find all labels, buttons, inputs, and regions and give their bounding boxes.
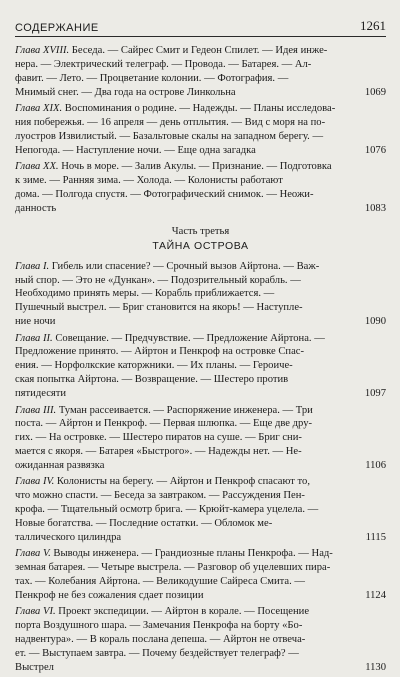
- toc-entry-line: [15, 144, 386, 158]
- toc-entry-line: [15, 373, 386, 387]
- chapter-description-text: Проект экспедиции. — Айртон в корале. — Посещение: [55, 606, 310, 618]
- chapter-label: Глава XX.: [15, 161, 59, 173]
- chapter-description-text: гих. — На островке. — Шестеро пиратов на суше. — Бриг сни-: [15, 432, 302, 444]
- toc-entry-line: [15, 561, 386, 575]
- chapter-description-text: дома. — Полгода спустя. — Фотографический снимок. — Неожи-: [15, 188, 314, 200]
- toc-entry-line: [15, 459, 386, 473]
- toc-section-after: [15, 260, 386, 675]
- chapter-page-number: 1115: [365, 532, 386, 544]
- part-title: ТАЙНА ОСТРОВА: [152, 239, 249, 252]
- toc-entry: [15, 332, 386, 402]
- toc-entry-line: [15, 531, 386, 545]
- toc-entry-line: [15, 188, 386, 202]
- toc-entry: [15, 44, 386, 100]
- toc-entry: [15, 605, 386, 675]
- toc-entry-line: [15, 445, 386, 459]
- chapter-description-text: порта Воздушного шара. — Замечания Пенкрофа на борту «Бо-: [15, 620, 303, 632]
- chapter-description-text: Предложение принято. — Айртон и Пенкроф на островке Спас-: [15, 346, 305, 358]
- chapter-description-text: Колонисты на берегу. — Айртон и Пенкроф спасают то,: [54, 476, 310, 488]
- chapter-label: Глава III.: [15, 404, 57, 416]
- toc-entry-line: [15, 431, 386, 445]
- chapter-description-text: к зиме. — Ранняя зима. — Холода. — Колонисты работают: [15, 174, 283, 186]
- chapter-page-number: 1097: [364, 388, 386, 400]
- toc-entry-line: [15, 174, 386, 188]
- toc-entry: [15, 475, 386, 545]
- toc-entry-line: [15, 301, 386, 315]
- toc-entry-line: [15, 160, 386, 174]
- chapter-description-text: ния побережья. — 16 апреля — день отплытия. — Вид с моря на по-: [15, 116, 326, 128]
- part-label: Часть третья: [171, 225, 230, 237]
- toc-entry-line: [15, 287, 386, 301]
- chapter-page-number: 1090: [364, 316, 386, 328]
- toc-entry: [15, 547, 386, 603]
- toc-entry-line: [15, 260, 386, 274]
- toc-entry-line: [15, 86, 386, 100]
- toc-entry-line: [15, 605, 386, 619]
- toc-entry-line: [15, 547, 386, 561]
- toc-entry-line: [15, 345, 386, 359]
- toc-entry: [15, 404, 386, 474]
- chapter-description-text: Необходимо принять меры. — Корабль приближается. —: [15, 288, 275, 300]
- toc-entry-line: [15, 274, 386, 288]
- chapter-description-text: пятидесяти: [15, 388, 67, 400]
- chapter-description-text: нера. — Электрический телеграф. — Провода. — Батарея. — Ал-: [15, 58, 312, 70]
- toc-entry-line: [15, 647, 386, 661]
- chapter-description-text: Беседа. — Сайрес Смит и Гедеон Спилет. — Идея инже-: [69, 45, 328, 56]
- chapter-label: Глава VI.: [15, 606, 56, 618]
- chapter-page-number: 1076: [364, 144, 386, 156]
- chapter-description-text: тах. — Колебания Айртона. — Великодушие Сайреса Смита. —: [15, 576, 305, 588]
- chapter-description-text: крофа. — Тщательный осмотр брига. — Крюйт-камера уцелела. —: [15, 504, 319, 516]
- toc-entry-line: [15, 633, 386, 647]
- chapter-page-number: 1106: [365, 460, 386, 472]
- chapter-description-text: что можно спасти. — Беседа за завтраком. — Рассуждения Пен-: [15, 490, 305, 502]
- chapter-description-text: данность: [15, 202, 57, 214]
- toc-entry: [15, 160, 386, 216]
- toc-entry: [15, 260, 386, 330]
- chapter-description-text: Воспоминания о родине. — Надежды. — Планы исследова-: [62, 103, 336, 115]
- page-number: 1261: [360, 18, 386, 33]
- chapter-description-text: Пенкроф не без сожаления сдает позиции: [15, 590, 204, 602]
- chapter-description-text: Совещание. — Предчувствие. — Предложение Айртона. —: [52, 332, 325, 344]
- toc-entry-line: [15, 72, 386, 86]
- toc-entry-line: [15, 589, 386, 603]
- chapter-description-text: Новые богатства. — Последние остатки. — Обломок ме-: [15, 518, 273, 530]
- chapter-label: Глава XIX.: [15, 103, 63, 115]
- chapter-description-text: ный спор. — Это не «Дункан». — Подозрительный корабль. —: [15, 274, 301, 286]
- chapter-description-text: Выстрел: [15, 661, 54, 673]
- toc-entry-line: [15, 517, 386, 531]
- chapter-label: Глава XVIII.: [15, 45, 70, 56]
- chapter-description-text: земная батарея. — Четыре выстрела. — Разговор об уцелевших пира-: [15, 562, 331, 574]
- chapter-description-text: луостров Извилистый. — Базальтовые скалы на западном берегу. —: [15, 130, 324, 142]
- chapter-description-text: Пушечный выстрел. — Бриг становится на якорь! — Наступле-: [15, 302, 303, 314]
- chapter-description-text: поста. — Айртон и Пенкроф. — Первая шлюпка. — Еще две дру-: [15, 418, 313, 430]
- chapter-description-text: Ночь в море. — Залив Акулы. — Признание. — Подготовка: [58, 161, 332, 173]
- chapter-label: Глава I.: [15, 260, 50, 272]
- chapter-description-text: фавит. — Лето. — Процветание колонии. — Фотография. —: [15, 72, 289, 84]
- toc-entry-line: [15, 575, 386, 589]
- toc-entry: [15, 102, 386, 158]
- toc-entry-line: [15, 661, 386, 675]
- chapter-page-number: 1124: [365, 590, 386, 602]
- toc-entry-line: [15, 116, 386, 130]
- running-head: [15, 14, 386, 37]
- toc-entry-line: [15, 404, 386, 418]
- toc-entry-line: [15, 417, 386, 431]
- toc-entry-line: [15, 503, 386, 517]
- table-of-contents: [15, 44, 386, 677]
- chapter-label: Глава II.: [15, 332, 53, 344]
- chapter-description-text: Мнимый снег. — Два года на острове Линкольна: [15, 86, 236, 98]
- toc-entry-line: [15, 58, 386, 72]
- chapter-description-text: ние ночи: [15, 316, 56, 328]
- toc-entry-line: [15, 130, 386, 144]
- toc-entry-line: [15, 102, 386, 116]
- chapter-description-text: ения. — Норфолкские каторжники. — Их планы. — Героиче-: [15, 360, 293, 372]
- toc-entry-line: [15, 202, 386, 216]
- toc-entry-line: [15, 619, 386, 633]
- toc-entry-line: [15, 359, 386, 373]
- toc-entry-line: [15, 387, 386, 401]
- toc-entry-line: [15, 44, 386, 58]
- chapter-description-text: Туман рассеивается. — Распоряжение инженера. — Три: [56, 404, 313, 416]
- part-heading: [15, 225, 386, 253]
- chapter-page-number: 1130: [365, 661, 386, 673]
- chapter-description-text: ет. — Выступаем завтра. — Почему бездействует телеграф? —: [15, 648, 299, 660]
- chapter-page-number: 1069: [364, 86, 386, 98]
- toc-entry-line: [15, 315, 386, 329]
- chapter-label: Глава V.: [15, 548, 51, 560]
- chapter-description-text: Выводы инженера. — Грандиозные планы Пенкрофа. — Над-: [50, 548, 333, 560]
- chapter-description-text: таллического цилиндра: [15, 532, 122, 544]
- running-title: СОДЕРЖАНИЕ: [15, 22, 99, 34]
- chapter-description-text: надвентура». — В кораль послана депеша. — Айртон не отвеча-: [15, 634, 306, 646]
- chapter-description-text: ожиданная развязка: [15, 460, 105, 472]
- chapter-page-number: 1083: [364, 202, 386, 214]
- chapter-description-text: мается с якоря. — Батарея «Быстрого». — Надежды нет. — Не-: [15, 446, 302, 458]
- chapter-label: Глава IV.: [15, 476, 55, 488]
- chapter-description-text: Непогода. — Наступление ночи. — Еще одна загадка: [15, 144, 256, 156]
- chapter-description-text: ская попытка Айртона. — Возвращение. — Шестеро против: [15, 374, 289, 386]
- toc-section-before: [15, 44, 386, 216]
- toc-entry-line: [15, 332, 386, 346]
- toc-entry-line: [15, 489, 386, 503]
- chapter-description-text: Гибель или спасение? — Срочный вызов Айртона. — Важ-: [49, 260, 320, 272]
- toc-entry-line: [15, 475, 386, 489]
